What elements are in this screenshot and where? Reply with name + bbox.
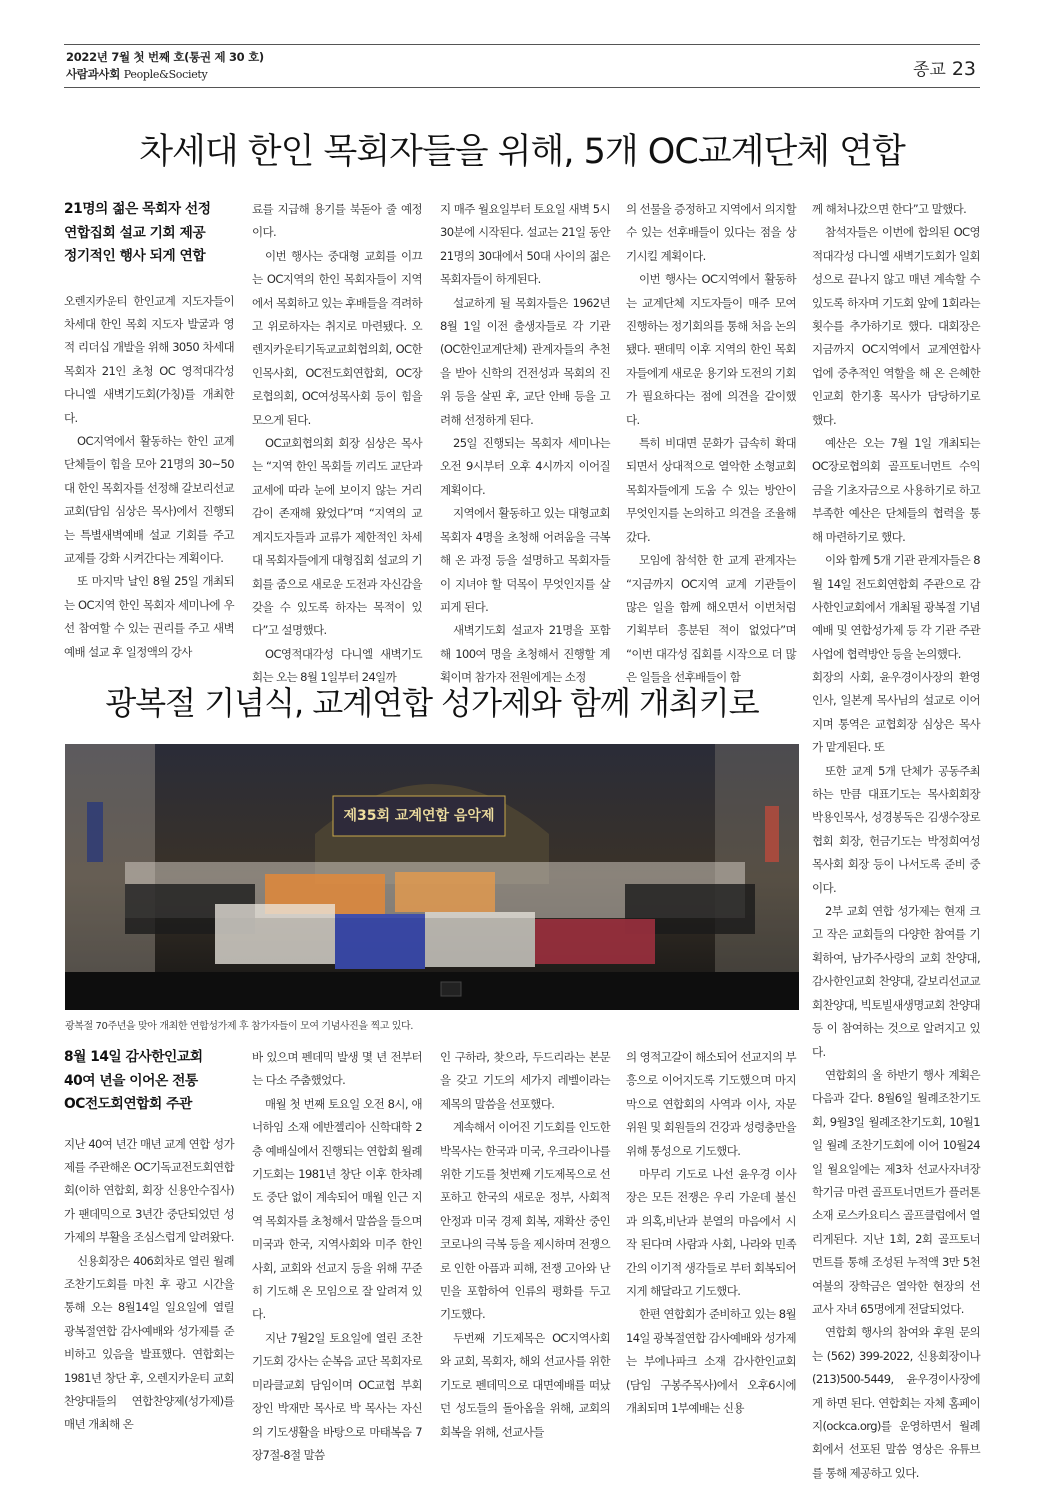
publication-name <box>66 66 207 82</box>
paragraph: 이와 함께 5개 기관 관계자들은 8월 14일 전도회연합회 주관으로 감사한인교회에서 개최될 광복절 기념예배 및 연합성가제 등 각 기관 주관 사업에 협력방안 등을 논의했다. <box>812 553 980 661</box>
subhead-line: 21명의 젊은 목회자 선정 <box>64 201 211 217</box>
subhead-line: OC전도회연합회 주관 <box>64 1096 192 1112</box>
article1-col-1 <box>64 198 234 659</box>
article1-col-2 <box>252 198 422 685</box>
paragraph: 지역에서 활동하고 있는 대형교회 목회자 4명을 초청해 어려움을 극복해 온 과정 등을 설명하고 목회자들이 지녀야 할 덕목이 무엇인지를 살피게 된다. <box>440 506 610 614</box>
paragraph: 모임에 참석한 한 교계 관계자는 “지금까지 OC지역 교계 기관들이 많은 일을 함께 해오면서 이번처럼 기획부터 흥분된 적이 없었다”며 “이번 대각성 집회를 시작으로 더 많은 일들을 선후배들이 함 <box>626 553 796 685</box>
article2-subhead <box>64 1046 234 1117</box>
paragraph: 료를 지급해 용기를 북돋아 줄 예정이다. <box>252 202 422 240</box>
paragraph: 오렌지카운티 한인교계 지도자들이 차세대 한인 목회 지도자 발굴과 영적 리더십 개발을 위해 3050 차세대 목회자 21인 초청 OC 영적대각성 다니엘 새벽기도회(가칭)를 개최한다. <box>64 293 234 425</box>
paragraph: 특히 비대면 문화가 급속히 확대되면서 상대적으로 열악한 소형교회 목회자들에게 도움 수 있는 방안이 무엇인지를 논의하고 의견을 조율해 갔다. <box>626 436 796 544</box>
article2-col-1 <box>64 1046 234 1458</box>
photo-caption: 광복절 70주년을 맞아 개최한 연합성가제 후 참가자들이 모여 기념사진을 찍고 있다. <box>65 1021 414 1032</box>
article2-headline: 광복절 기념식, 교계연합 성가제와 함께 개최키로 <box>105 684 759 722</box>
article2-col-3 <box>440 1046 610 1458</box>
article1-col-3 <box>440 198 610 685</box>
paragraph: 인 구하라, 찾으라, 두드리라는 본문을 갖고 기도의 세가지 레벨이라는 제목의 말씀을 선포했다. <box>440 1050 610 1111</box>
paragraph: 이번 행사는 중대형 교회를 이끄는 OC지역의 한인 목회자들이 지역에서 목회하고 있는 후배들을 격려하고 위로하자는 취지로 마련됐다. 오렌지카운티기독교교회협의회, OC한인목사회, OC전도회연합회, OC장로협의회, OC여성목사회 등이 힘을 모으게 된다. <box>252 248 422 427</box>
section-name: 종교 <box>912 60 946 80</box>
concert-group-photo <box>65 744 799 1010</box>
paragraph: 바 있으며 펜데믹 발생 몇 년 전부터는 다소 주춤했었다. <box>252 1050 422 1088</box>
subhead-line: 정기적인 행사 되게 연합 <box>64 248 206 264</box>
page-header <box>64 44 980 88</box>
article1-col-5 <box>812 198 980 661</box>
subhead-line: 연합집회 설교 기회 제공 <box>64 224 206 241</box>
section-page <box>913 55 976 80</box>
paragraph: 신용회장은 406회차로 열린 월례조찬기도회를 마친 후 광고 시간을 통해 오는 8월14일 일요일에 열릴 광복절연합 감사예배와 성가제를 준비하고 있음을 발표했다. 연합회는 1981년 창단 후, 오렌지카운티 교회 찬양대들의 연합찬양제(성가제)를 매년 개최해 온 <box>64 1253 234 1432</box>
publication-name-ko: 사람과사회 <box>66 67 121 81</box>
stage-banner <box>333 796 505 836</box>
page-number: 23 <box>951 58 976 80</box>
paragraph: 두번째 기도제목은 OC지역사회와 교회, 목회자, 해외 선교사를 위한 기도로 펜데믹으로 대면예배를 떠났던 성도들의 돌아옴을 위해, 교회의 회복을 위해, 선교사들 <box>440 1330 610 1439</box>
paragraph: 매월 첫 번째 토요일 오전 8시, 애너하임 소재 에반젤리아 신학대학 2층 예배실에서 진행되는 연합회 월례기도회는 1981년 창단 이후 한차례도 중단 없이 계속되어 매월 인근 지역 목회자를 초청해서 말씀을 들으며 미국과 한국, 지역사회와 미주 한인사회, 교회와 선교지 등을 위해 꾸준히 기도해 온 모임으로 잘 알려져 있다. <box>252 1096 422 1322</box>
paragraph: 지 매주 월요일부터 토요일 새벽 5시 30분에 시작된다. 설교는 21일 동안 21명의 30대에서 50대 사이의 젊은 목회자들이 하게된다. <box>440 202 610 287</box>
article2-col-4 <box>626 1046 796 1458</box>
paragraph: 새벽기도회 설교자 21명을 포함해 100여 명을 초청해서 진행할 계획이며 참가자 전원에게는 소정 <box>440 623 610 685</box>
article1-headline: 차세대 한인 목회자들을 위해, 5개 OC교계단체 연합 <box>139 132 905 172</box>
article1-col-4 <box>626 198 796 685</box>
paragraph: 참석자들은 이번에 합의된 OC영적대각성 다니엘 새벽기도회가 일회성으로 끝나지 않고 매년 계속할 수 있도록 하자며 기도회 앞에 1회라는 횟수를 추가하기로 했다. 대회장은 지금까지 OC지역에서 교계연합사업에 중추적인 역할을 해 온 은혜한인교회 한기홍 목사가 담당하기로 했다. <box>812 225 980 427</box>
paragraph: 마무리 기도로 나선 윤우경 이사장은 모든 전쟁은 우리 가운데 불신과 의혹,비난과 분열의 마음에서 시작 된다며 사람과 사회, 나라와 민족간의 이기적 생각들로 부터 회복되어지게 해달라고 기도했다. <box>626 1167 796 1299</box>
article2-col-2 <box>252 1046 422 1462</box>
paragraph: 의 영적고갈이 해소되어 선교지의 부흥으로 이어지도록 기도했으며 마지막으로 연합회의 사역과 이사, 자문위원 및 회원들의 건강과 성령충만을 위해 통성으로 기도했다. <box>626 1050 796 1158</box>
paragraph: OC영적대각성 다니엘 새벽기도회는 오는 8월 1일부터 24일까 <box>252 646 422 685</box>
paragraph: OC지역에서 활동하는 한인 교계단체들이 힘을 모아 21명의 30~50대 한인 목회자를 선정해 갈보리선교교회(담임 심상은 목사)에서 진행되는 특별새벽예배 설교 기회를 주고 교제를 강화 시켜간다는 계획이다. <box>64 433 234 565</box>
paragraph: 연합회 행사의 참여와 후원 문의는 (562) 399-2022, 신용회장이나 (213)500-5449, 윤우경이사장에게 하면 된다. 연합회는 자체 홈페이지(ockca.org)를 운영하면서 월례회에서 선포된 말씀 영상은 유튜브를 통해 제공하고 있다. <box>812 1325 980 1480</box>
paragraph: 지난 40여 년간 매년 교계 연합 성가제를 주관해온 OC기독교전도회연합회(이하 연합회, 회장 신용안수집사)가 팬데믹으로 3년간 중단되었던 성가제의 부활을 조심스럽게 알려왔다. <box>64 1136 234 1245</box>
paragraph: 께 해쳐나갔으면 한다”고 말했다. <box>812 202 967 216</box>
paragraph: 회장의 사회, 윤우경이사장의 환영인사, 일본계 목사님의 설교로 이어지며 통역은 교협회장 심상은 목사가 맡게된다. 또 <box>812 670 980 755</box>
article2-col-5 <box>812 666 980 1480</box>
paragraph: 2부 교회 연합 성가제는 현재 크고 작은 교회들의 다양한 참여를 기획하여, 남가주사랑의 교회 찬양대, 감사한인교회 찬양대, 갈보리선교교회찬양대, 빅토빌새생명교회 찬양대 등 이 참여하는 것으로 알려지고 있다. <box>812 904 980 1059</box>
banner-text: 제35회 교계연합 음악제 <box>343 808 495 824</box>
paragraph: 25일 진행되는 목회자 세미나는 오전 9시부터 오후 4시까지 이어질 계획이다. <box>440 436 610 497</box>
subhead-line: 40여 년을 이어온 전통 <box>64 1072 198 1089</box>
paragraph: 예산은 오는 7월 1일 개최되는 OC장로협의회 골프토너먼트 수익금을 기초자금으로 사용하기로 하고 부족한 예산은 단체들의 협력을 통해 마련하기로 했다. <box>812 436 980 544</box>
paragraph: 또 마지막 날인 8월 25일 개최되는 OC지역 한인 목회자 세미나에 우선 참여할 수 있는 권리를 주고 새벽예배 설교 후 일정액의 강사 <box>64 574 234 659</box>
paragraph: 연합회의 올 하반기 행사 계획은 다음과 같다. 8월6일 월례조찬기도회, 9월3일 월례조찬기도회, 10월1일 월례 조찬기도회에 이어 10월24일 월요일에는 제3차 선교사자녀장학기금 마련 골프토너먼트가 플러톤소재 로스카요티스 골프클럽에서 열리게된다. 지난 1회, 2회 골프토너먼트를 통해 조성된 누적액 3만 5천여불의 장학금은 열악한 현장의 선교사 자녀 65명에게 전달되었다. <box>812 1067 980 1316</box>
paragraph: 의 선물을 증정하고 지역에서 의지할 수 있는 선후배들이 있다는 점을 상기시킬 계획이다. <box>626 202 796 263</box>
paragraph: 한편 연합회가 준비하고 있는 8월14일 광복절연합 감사예배와 성가제는 부에나파크 소재 감사한인교회(담임 구봉주목사)에서 오후6시에 개최되며 1부예배는 신용 <box>626 1307 796 1416</box>
paragraph: 계속해서 이어진 기도회를 인도한 박목사는 한국과 미국, 우크라이나를 위한 기도를 첫번째 기도제목으로 선포하고 한국의 새로운 정부, 사회적 안정과 미국 경제 회복, 재확산 중인 코로나의 극복 등을 제시하며 전쟁으로 인한 아픔과 피해, 전쟁 고아와 난민을 포함하여 인류의 평화를 두고 기도했다. <box>440 1120 610 1322</box>
subhead-line: 8월 14일 감사한인교회 <box>64 1049 203 1065</box>
paragraph: 설교하게 될 목회자들은 1962년 8월 1일 이전 출생자들로 각 기관(OC한인교계단체) 관계자들의 추천을 받아 신학의 건전성과 목회의 진위 등을 살핀 후, 교단 안배 등을 고려해 선정하게 된다. <box>440 295 610 427</box>
photo-illustration <box>65 744 799 1010</box>
issue-line: 2022년 7월 첫 번째 호(통권 제 30 호) <box>66 50 264 64</box>
paragraph: OC교회협의회 회장 심상은 목사는 “지역 한인 목회들 끼리도 교단과 교세에 따라 눈에 보이지 않는 거리감이 존재해 왔었다”며 “지역의 교계지도자들과 교류가 제한적인 차세대 목회자들에게 대형집회 설교의 기회를 줌으로 새로운 도전과 자신감을 갖을 수 있도록 하자는 목적이 있다”고 설명했다. <box>252 436 422 638</box>
paragraph: 지난 7월2일 토요일에 열린 조찬기도회 강사는 순복음 교단 목회자로 미라클교회 담임이며 OC교협 부회장인 박재만 목사로 박 목사는 자신의 기도생활을 바탕으로 마태복음 7장7절-8절 말씀 <box>252 1330 422 1462</box>
paragraph: 또한 교계 5개 단체가 공동주최하는 만큼 대표기도는 목사회회장 박용인목사, 성경봉독은 김생수장로협회 회장, 헌금기도는 박정희여성목사회 회장 등이 나서도록 준비 중이다. <box>812 763 980 895</box>
paragraph: 이번 행사는 OC지역에서 활동하는 교계단체 지도자들이 매주 모여 진행하는 정기회의를 통해 처음 논의됐다. 팬데믹 이후 지역의 한인 목회자들에게 새로운 용기와 도전의 기회가 필요하다는 점에 의견을 같이했다. <box>626 272 796 427</box>
publication-name-en: People&Society <box>123 68 208 81</box>
article1-subhead <box>64 198 234 269</box>
